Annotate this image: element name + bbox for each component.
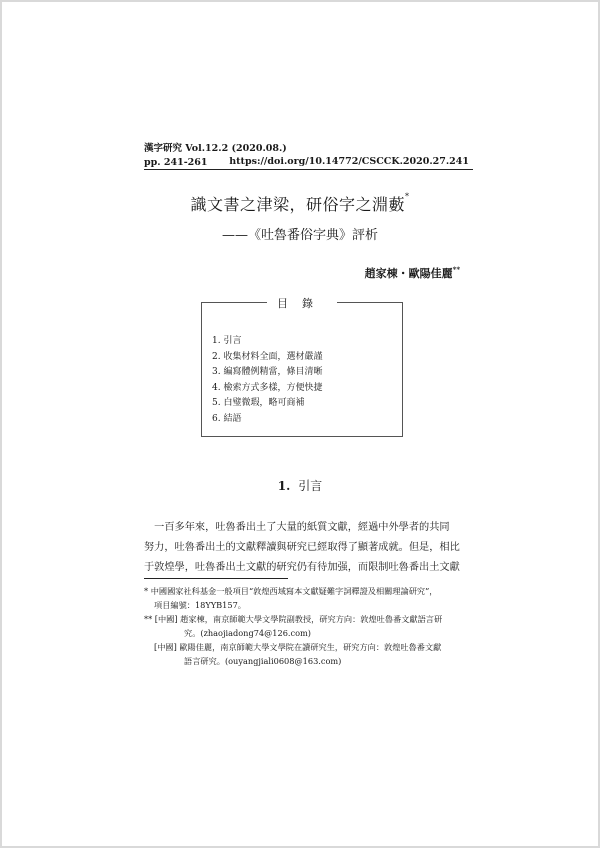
toc-title: 目錄 bbox=[202, 295, 402, 311]
toc-item[interactable]: 6. 結語 bbox=[212, 413, 242, 424]
body-line: 于敦煌學，吐魯番出土文獻的研究仍有待加强，而限制吐魯番出土文獻 bbox=[144, 562, 460, 573]
footnote-line: 項目編號：18YYB157。 bbox=[154, 600, 246, 610]
body-line: 一百多年來，吐魯番出土了大量的紙質文獻，經過中外學者的共同 bbox=[144, 522, 450, 533]
paper-title bbox=[2, 192, 598, 215]
table-of-contents bbox=[201, 297, 403, 437]
footnote-line: ** [中國] 趙家棟，南京師範大學文學院副教授，研究方向：敦煌吐魯番文獻語言研 bbox=[144, 614, 443, 624]
toc-item[interactable]: 5. 白璧微瑕，略可商補 bbox=[212, 398, 305, 408]
toc-list bbox=[212, 334, 322, 427]
footnote-line: 語言研究。(ouyangjiali0608@163.com) bbox=[184, 656, 342, 666]
journal-name: 漢字研究 Vol.12.2 (2020.08.) bbox=[144, 143, 287, 154]
footnote bbox=[144, 612, 474, 640]
page bbox=[2, 2, 598, 846]
toc-item[interactable]: 3. 編寫體例精當，條目清晰 bbox=[212, 367, 323, 377]
body-line: 努力，吐魯番出土的文獻釋讀與研究已經取得了顯著成就。但是，相比 bbox=[144, 542, 460, 553]
toc-item[interactable]: 1. 引言 bbox=[212, 336, 242, 346]
footnote-line: [中國] 歐陽佳麗，南京師範大學文學院在讀研究生，研究方向：敦煌吐魯番文獻 bbox=[154, 642, 442, 652]
section-title: 引言 bbox=[298, 479, 323, 493]
toc-item[interactable]: 4. 檢索方式多樣，方便快捷 bbox=[212, 382, 323, 393]
footnote bbox=[144, 584, 474, 612]
footnote-line: * 中國國家社科基金一般項目“敦煌西域寫本文獻疑難字詞釋證及相關理論研究”， bbox=[144, 586, 438, 596]
title-footnote-mark[interactable]: * bbox=[405, 192, 410, 201]
footnote bbox=[144, 640, 474, 668]
footnote-rule bbox=[144, 578, 288, 579]
section-number: 1. bbox=[277, 479, 291, 493]
authors bbox=[365, 265, 460, 281]
page-range: pp. 241-261 bbox=[144, 157, 208, 168]
author-names: 趙家棟・歐陽佳麗 bbox=[364, 267, 453, 280]
footnote-line: 究。(zhaojiadong74@126.com) bbox=[184, 628, 311, 638]
body-paragraph bbox=[144, 518, 477, 578]
toc-item[interactable]: 2. 收集材料全面，選材嚴謹 bbox=[212, 351, 323, 362]
section-heading bbox=[2, 477, 598, 494]
paper-subtitle: ——《吐魯番俗字典》評析 bbox=[221, 228, 378, 243]
header-rule bbox=[144, 169, 473, 170]
title-text: 識文書之津梁，研俗字之淵藪 bbox=[190, 195, 405, 214]
author-footnote-mark[interactable]: ** bbox=[452, 265, 460, 274]
footnotes bbox=[144, 584, 474, 668]
doi-link[interactable]: https://doi.org/10.14772/CSCCK.2020.27.241 bbox=[229, 156, 469, 167]
